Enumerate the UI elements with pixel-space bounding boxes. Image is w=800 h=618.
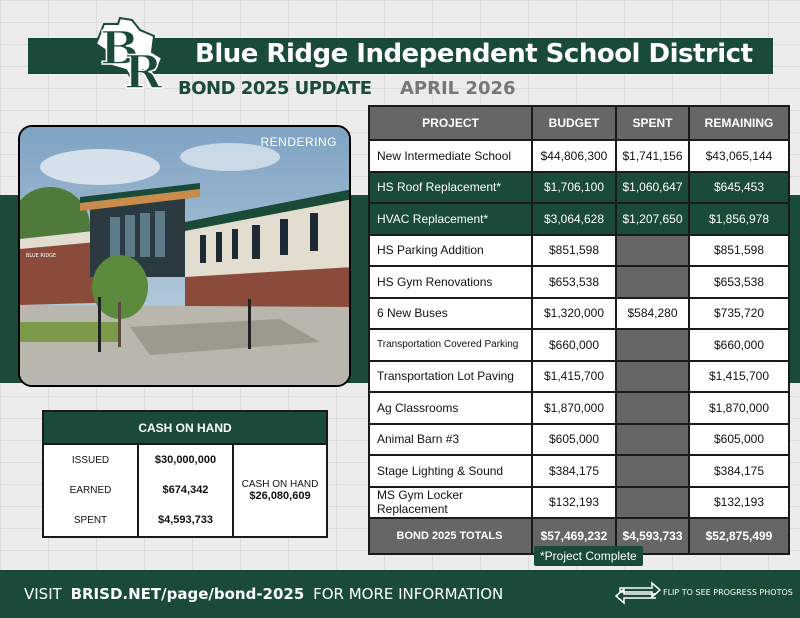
project-spent	[616, 424, 689, 456]
cash-label: ISSUED	[71, 454, 110, 466]
project-name: Transportation Lot Paving	[369, 361, 532, 393]
table-row	[369, 140, 789, 172]
header-budget: BUDGET	[532, 106, 616, 140]
project-spent: $1,207,650	[616, 203, 689, 235]
cash-value: $30,000,000	[154, 454, 217, 466]
cash-on-hand-title: CASH ON HAND	[44, 412, 326, 445]
project-budget: $132,193	[532, 487, 616, 519]
project-budget: $1,320,000	[532, 298, 616, 330]
flip-photos-text: FLIP TO SEE PROGRESS PHOTOS	[663, 588, 793, 597]
project-name: Stage Lighting & Sound	[369, 455, 532, 487]
project-budget: $653,538	[532, 266, 616, 298]
project-budget: $384,175	[532, 455, 616, 487]
project-remaining: $660,000	[689, 329, 789, 361]
project-name: HS Gym Renovations	[369, 266, 532, 298]
project-budget: $1,870,000	[532, 392, 616, 424]
project-spent: $1,060,647	[616, 172, 689, 204]
header-project: PROJECT	[369, 106, 532, 140]
project-name: Ag Classrooms	[369, 392, 532, 424]
table-row	[369, 392, 789, 424]
rendering-image	[20, 127, 351, 387]
cash-value: $4,593,733	[157, 514, 214, 526]
projects-table	[368, 105, 790, 555]
project-name: 6 New Buses	[369, 298, 532, 330]
project-budget: $660,000	[532, 329, 616, 361]
project-budget: $1,415,700	[532, 361, 616, 393]
flip-arrows-icon	[612, 580, 664, 606]
project-budget: $851,598	[532, 235, 616, 267]
bond-subtitle: BOND 2025 UPDATE	[178, 78, 372, 99]
table-row-complete	[369, 172, 789, 204]
project-remaining: $1,870,000	[689, 392, 789, 424]
project-spent: $584,280	[616, 298, 689, 330]
cash-total-value: $26,080,609	[249, 490, 311, 502]
cash-label: SPENT	[73, 514, 108, 526]
project-remaining: $1,856,978	[689, 203, 789, 235]
footer-suffix: FOR MORE INFORMATION	[313, 585, 504, 603]
table-row	[369, 361, 789, 393]
project-name: MS Gym Locker Replacement	[369, 487, 532, 519]
totals-budget: $57,469,232	[532, 518, 616, 554]
table-row	[369, 329, 789, 361]
table-row	[369, 424, 789, 456]
update-date: APRIL 2026	[400, 78, 516, 99]
district-logo	[82, 12, 182, 94]
project-spent	[616, 361, 689, 393]
project-remaining: $1,415,700	[689, 361, 789, 393]
project-remaining: $645,453	[689, 172, 789, 204]
page-title: Blue Ridge Independent School District	[195, 39, 753, 69]
project-spent	[616, 235, 689, 267]
svg-text:R: R	[124, 45, 163, 94]
rendering-label: RENDERING	[260, 135, 337, 149]
project-spent: $1,741,156	[616, 140, 689, 172]
project-spent	[616, 392, 689, 424]
project-remaining: $384,175	[689, 455, 789, 487]
project-name: HVAC Replacement*	[369, 203, 532, 235]
project-name: HS Parking Addition	[369, 235, 532, 267]
project-name: Transportation Covered Parking	[369, 329, 532, 361]
cash-label: EARNED	[69, 484, 112, 496]
project-spent	[616, 455, 689, 487]
svg-text:BLUE RIDGE: BLUE RIDGE	[26, 253, 57, 259]
table-row-complete	[369, 203, 789, 235]
footer-prefix: VISIT	[24, 585, 62, 603]
project-budget: $605,000	[532, 424, 616, 456]
table-row	[369, 298, 789, 330]
totals-label: BOND 2025 TOTALS	[369, 518, 532, 554]
cash-total-label: CASH ON HAND	[241, 479, 319, 490]
project-spent	[616, 487, 689, 519]
project-remaining: $653,538	[689, 266, 789, 298]
project-remaining: $735,720	[689, 298, 789, 330]
building-rendering	[18, 125, 351, 387]
project-budget: $44,806,300	[532, 140, 616, 172]
project-budget: $1,706,100	[532, 172, 616, 204]
cash-total	[234, 445, 326, 536]
table-row	[369, 235, 789, 267]
cash-on-hand-panel	[42, 410, 328, 538]
project-spent	[616, 266, 689, 298]
project-complete-note: *Project Complete	[534, 546, 643, 566]
header-spent: SPENT	[616, 106, 689, 140]
project-name: Animal Barn #3	[369, 424, 532, 456]
totals-spent: $4,593,733	[616, 518, 689, 554]
project-remaining: $605,000	[689, 424, 789, 456]
bond-page-link[interactable]: BRISD.NET/page/bond-2025	[70, 585, 305, 603]
project-name: HS Roof Replacement*	[369, 172, 532, 204]
footer-text	[24, 585, 503, 603]
project-budget: $3,064,628	[532, 203, 616, 235]
table-row	[369, 487, 789, 519]
project-remaining: $43,065,144	[689, 140, 789, 172]
project-spent	[616, 329, 689, 361]
svg-text:B: B	[100, 21, 139, 75]
header-remaining: REMAINING	[689, 106, 789, 140]
totals-remaining: $52,875,499	[689, 518, 789, 554]
project-remaining: $851,598	[689, 235, 789, 267]
project-name: New Intermediate School	[369, 140, 532, 172]
project-remaining: $132,193	[689, 487, 789, 519]
table-row	[369, 266, 789, 298]
cash-value: $674,342	[162, 484, 209, 496]
table-row	[369, 455, 789, 487]
